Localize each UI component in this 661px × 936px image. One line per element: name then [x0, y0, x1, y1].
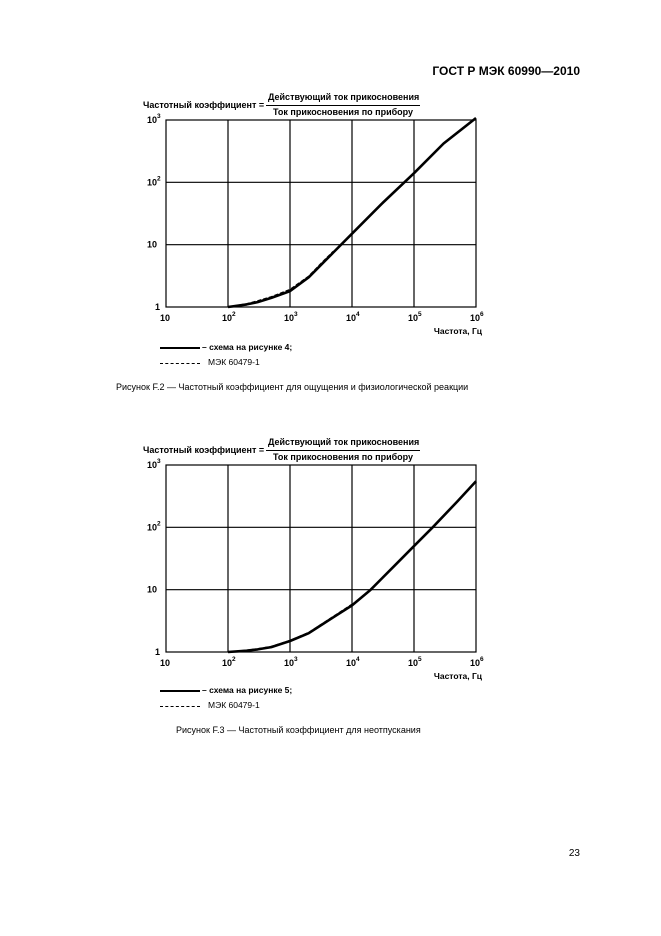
x-axis-label: Частота, Гц	[433, 326, 482, 336]
x-tick-label: $10^6$	[470, 311, 484, 323]
y-tick-label: $10^3$	[147, 458, 161, 470]
legend-solid-swatch	[160, 690, 200, 692]
y-tick-exponent: 2	[157, 175, 161, 183]
formula-denominator-fig2: Ток прикосновения по прибору	[272, 107, 414, 117]
y-tick-label: $10^2$	[147, 175, 161, 188]
x-tick-label: 10	[160, 658, 171, 668]
legend-dashed-swatch	[160, 363, 200, 364]
formula-denominator-fig3: Ток прикосновения по прибору	[272, 452, 414, 462]
x-tick-exponent: 2	[232, 656, 236, 663]
legend-dashed-swatch	[160, 706, 200, 707]
page-number: 23	[568, 848, 580, 859]
x-tick-exponent: 6	[480, 311, 484, 318]
x-tick-label: $10^4$	[346, 311, 360, 323]
formula-numerator-fig3: Действующий ток прикосновения	[268, 437, 420, 447]
plot-frame	[166, 120, 476, 307]
figure-caption-f3: Рисунок F.3 — Частотный коэффициент для неотпускания	[176, 725, 421, 735]
fraction-line-fig2	[266, 105, 420, 106]
y-tick-label: 10	[147, 239, 158, 250]
x-tick-exponent: 3	[294, 656, 298, 663]
legend-dashed-label: МЭК 60479-1	[208, 700, 260, 710]
legend-solid-label: – схема на рисунке 4;	[202, 342, 293, 352]
formula-lhs-fig2: Частотный коэффициент =	[143, 100, 265, 110]
x-tick-exponent: 6	[480, 656, 484, 663]
chart-fig3	[140, 455, 520, 687]
x-tick-label: $10^5$	[408, 311, 422, 323]
y-tick-label: 1	[155, 302, 161, 312]
y-tick-label: 1	[155, 647, 161, 657]
x-tick-exponent: 4	[356, 656, 360, 663]
x-tick-label: $10^4$	[346, 656, 360, 668]
figure-caption-f2: Рисунок F.2 — Частотный коэффициент для ощущения и физиологической реакции	[116, 382, 469, 392]
x-tick-label: $10^2$	[222, 311, 236, 323]
x-tick-exponent: 2	[232, 311, 236, 318]
x-tick-label: $10^3$	[284, 656, 298, 668]
y-tick-label: $10^2$	[147, 520, 161, 533]
x-tick-label: 10	[160, 313, 171, 323]
x-tick-label: $10^3$	[284, 311, 298, 323]
x-tick-label: $10^5$	[408, 656, 422, 668]
chart-fig2	[140, 110, 520, 342]
y-tick-label: $10^3$	[147, 113, 161, 125]
x-tick-exponent: 5	[418, 311, 422, 318]
x-axis-label: Частота, Гц	[433, 671, 482, 681]
legend-solid-swatch	[160, 347, 200, 349]
formula-lhs-fig3: Частотный коэффициент =	[143, 445, 265, 455]
y-tick-exponent: 3	[157, 458, 161, 465]
x-tick-label: $10^2$	[222, 656, 236, 668]
y-tick-label: 10	[147, 584, 158, 595]
x-tick-exponent: 3	[294, 311, 298, 318]
y-tick-exponent: 3	[157, 113, 161, 120]
x-tick-exponent: 5	[418, 656, 422, 663]
legend-solid-label: – схема на рисунке 5;	[202, 685, 293, 695]
x-tick-exponent: 4	[356, 311, 360, 318]
y-tick-exponent: 2	[157, 520, 161, 528]
legend-dashed-label: МЭК 60479-1	[208, 357, 260, 367]
fraction-line-fig3	[266, 450, 420, 451]
formula-numerator-fig2: Действующий ток прикосновения	[268, 92, 420, 102]
x-tick-label: $10^6$	[470, 656, 484, 668]
document-header: ГОСТ Р МЭК 60990—2010	[432, 64, 580, 78]
series-line-iec	[228, 251, 333, 307]
